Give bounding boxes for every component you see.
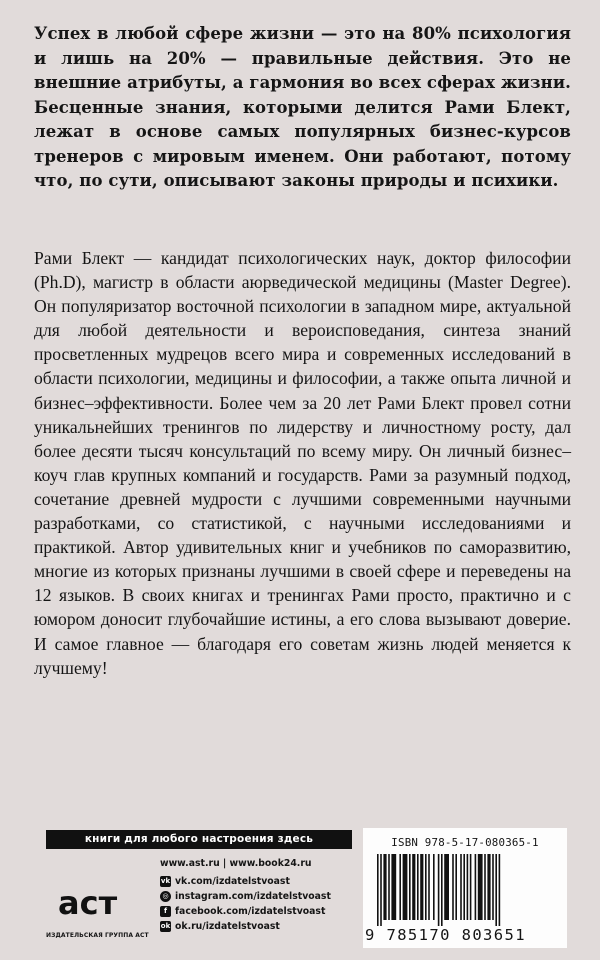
ast-logo-icon xyxy=(52,868,142,926)
barcode-bar xyxy=(475,854,477,920)
isbn-label: ISBN 978-5-17-080365-1 xyxy=(391,836,539,849)
barcode-bar xyxy=(492,854,494,920)
barcode-bar xyxy=(467,854,469,920)
barcode-bar xyxy=(399,854,401,920)
barcode-bar xyxy=(425,854,427,920)
barcode-bar xyxy=(433,854,435,920)
barcode xyxy=(363,828,567,928)
social-link-facebook[interactable] xyxy=(160,904,360,919)
vk-icon: vk xyxy=(160,877,171,885)
barcode-bar xyxy=(444,854,449,920)
barcode-bar xyxy=(441,854,443,926)
barcode-bar xyxy=(463,854,465,920)
barcode-bar xyxy=(455,854,457,920)
websites[interactable]: www.ast.ru | www.book24.ru xyxy=(160,858,312,869)
contact-links xyxy=(160,856,360,934)
publisher-name: ИЗДАТЕЛЬСКАЯ ГРУППА АСТ xyxy=(46,932,149,939)
barcode-bar xyxy=(403,854,408,920)
barcode-bar xyxy=(409,854,411,920)
barcode-bar xyxy=(499,854,501,926)
barcode-bar xyxy=(470,854,472,920)
social-link-text: instagram.com/izdatelstvoast xyxy=(175,891,331,902)
facebook-icon: f xyxy=(160,906,171,917)
social-link-text: ok.ru/izdatelstvoast xyxy=(175,921,280,932)
barcode-bar xyxy=(452,854,454,920)
ok-icon: ok xyxy=(160,922,171,930)
social-link-ok[interactable] xyxy=(160,919,360,934)
barcode-bar xyxy=(487,854,490,920)
slogan-bar: книги для любого настроения здесь xyxy=(46,830,352,849)
social-link-instagram[interactable] xyxy=(160,889,360,904)
barcode-bar xyxy=(391,854,396,920)
intro-paragraph: Успех в любой сфере жизни — это на 80% психология и лишь на 20% — правильные действия. Это не внешние атрибуты, а гармония во всех сферах жизни. Бесценные знания, которыми делится Рами Блект, лежат в основе самых популярных бизнес-курсов тренеров с мировым именем. Они работают, потому что, по сути, описывают законы природы и психики. xyxy=(34,24,571,190)
author-bio-paragraph: Рами Блект — кандидат психологических наук, доктор философии (Ph.D), магистр в области аюрведической медицины (Master Degree). Он популяризатор восточной психологии в западном мире, актуальной для любой деятельности и вероисповедания, синтеза знаний просветленных мудрецов всего мира и современных исследований в области психологии, медицины и философии, а также опыта личной и бизнес–эффективности. Более чем за 20 лет Рами Блект провел сотни уникальнейших тренингов по лидерству и личностному росту, дал более десяти тысяч консультаций по всему миру. Он личный бизнес–коуч глав крупных компаний и государств. Рами за разумный подход, сочетание древней мудрости с лучшими современными научными разработками, со статистикой, с научными исследованиями и практикой. Автор удивительных книг и учебников по саморазвитию, многие из которых признаны лучшими в своей сфере и переведены на 12 языков. В своих книгах и тренингах Рами просто, практично и с юмором доносит глубочайшие истины, а его слова вызывают доверие. И самое главное — благодаря его советам жизнь людей меняется к лучшему! xyxy=(34,248,571,678)
barcode-bar xyxy=(478,854,483,920)
social-link-vk[interactable] xyxy=(160,874,360,889)
social-link-text: facebook.com/izdatelstvoast xyxy=(175,906,326,917)
barcode-bar xyxy=(428,854,430,920)
barcode-bar xyxy=(383,854,386,920)
barcode-bar xyxy=(412,854,415,920)
publisher-footer xyxy=(46,830,352,950)
barcode-bar xyxy=(420,854,423,920)
instagram-icon: ◎ xyxy=(160,891,171,902)
isbn-barcode-box xyxy=(363,828,567,948)
barcode-bar xyxy=(484,854,486,920)
barcode-bar xyxy=(438,854,440,926)
barcode-bar xyxy=(388,854,390,920)
logo-text: аст xyxy=(58,884,118,922)
barcode-bar xyxy=(380,854,382,926)
barcode-bar xyxy=(460,854,462,920)
barcode-bar xyxy=(417,854,419,920)
barcode-digits: 9 785170 803651 xyxy=(365,926,526,944)
barcode-bar xyxy=(495,854,497,926)
barcode-bar xyxy=(377,854,379,926)
social-link-text: vk.com/izdatelstvoast xyxy=(175,876,290,887)
